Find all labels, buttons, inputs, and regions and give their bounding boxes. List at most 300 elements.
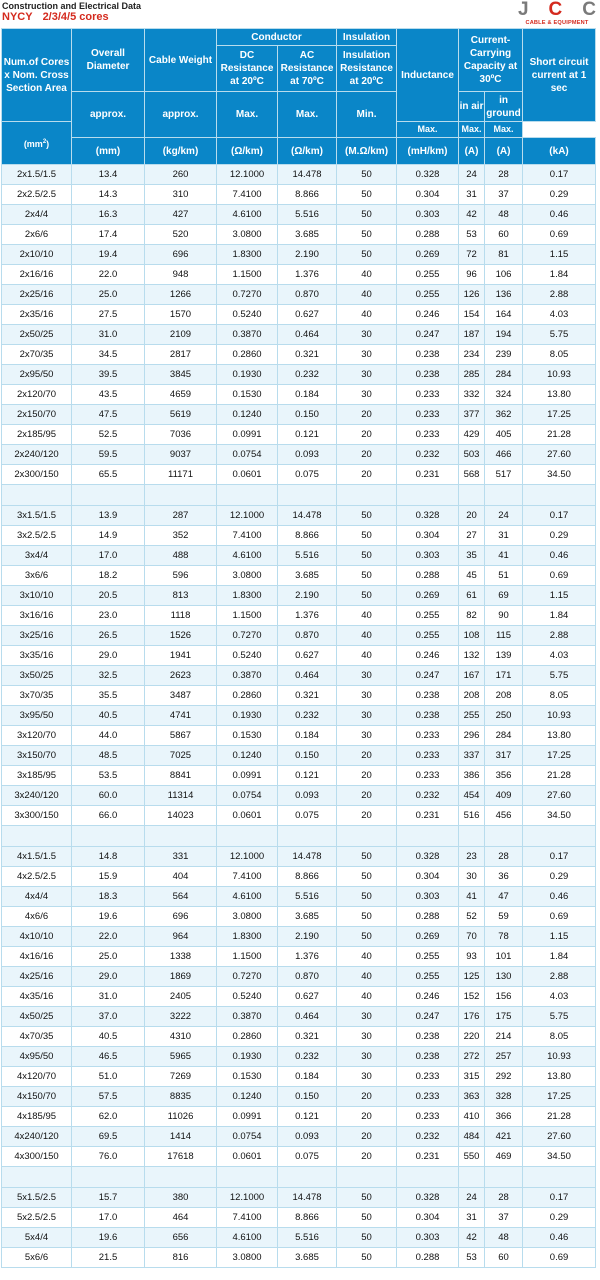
document-title: Construction and Electrical Data xyxy=(2,1,142,11)
cell-weight: 7036 xyxy=(145,425,217,445)
cell-diameter: 52.5 xyxy=(72,425,145,445)
cell-dc-resistance: 0.3870 xyxy=(217,1007,278,1027)
cell-inductance: 0.231 xyxy=(397,806,459,826)
cell-insulation-resistance: 20 xyxy=(337,425,397,445)
cell-current-ground: 41 xyxy=(485,546,523,566)
table-row xyxy=(2,1047,596,1067)
cell-inductance: 0.233 xyxy=(397,425,459,445)
cell-inductance: 0.233 xyxy=(397,1107,459,1127)
cell-inductance: 0.238 xyxy=(397,365,459,385)
cell-insulation-resistance: 50 xyxy=(337,245,397,265)
cell-ac-resistance: 0.121 xyxy=(278,425,337,445)
cell-short-circuit: 34.50 xyxy=(523,1147,596,1167)
cell-section: 2x16/16 xyxy=(2,265,72,285)
cell-current-ground: 466 xyxy=(485,445,523,465)
cell-short-circuit: 13.80 xyxy=(523,1067,596,1087)
cell-ac-resistance: 0.075 xyxy=(278,806,337,826)
cell-current-ground: 37 xyxy=(485,185,523,205)
cell-insulation-resistance: 40 xyxy=(337,606,397,626)
cell-weight: 656 xyxy=(145,1228,217,1248)
cell-diameter: 25.0 xyxy=(72,947,145,967)
group-separator xyxy=(2,1167,596,1188)
cell-short-circuit: 27.60 xyxy=(523,445,596,465)
cell-short-circuit: 8.05 xyxy=(523,686,596,706)
cell-dc-resistance: 1.1500 xyxy=(217,606,278,626)
separator-cell xyxy=(397,485,459,506)
cell-diameter: 26.5 xyxy=(72,626,145,646)
page-header xyxy=(0,0,600,28)
table-row xyxy=(2,445,596,465)
table-row xyxy=(2,506,596,526)
cell-diameter: 17.0 xyxy=(72,546,145,566)
cell-dc-resistance: 3.0800 xyxy=(217,566,278,586)
cell-insulation-resistance: 50 xyxy=(337,1248,397,1268)
cell-current-air: 220 xyxy=(459,1027,485,1047)
cell-short-circuit: 1.84 xyxy=(523,606,596,626)
cell-inductance: 0.288 xyxy=(397,1248,459,1268)
table-row xyxy=(2,1228,596,1248)
table-row xyxy=(2,465,596,485)
cell-short-circuit: 4.03 xyxy=(523,987,596,1007)
cell-insulation-resistance: 50 xyxy=(337,185,397,205)
cell-diameter: 62.0 xyxy=(72,1107,145,1127)
cell-ac-resistance: 0.232 xyxy=(278,365,337,385)
cell-section: 5x6/6 xyxy=(2,1248,72,1268)
cell-section: 4x50/25 xyxy=(2,1007,72,1027)
cell-inductance: 0.233 xyxy=(397,385,459,405)
cell-diameter: 65.5 xyxy=(72,465,145,485)
cell-short-circuit: 5.75 xyxy=(523,666,596,686)
cell-dc-resistance: 4.6100 xyxy=(217,1228,278,1248)
unit-dc: (Ω/km) xyxy=(217,138,278,165)
cell-insulation-resistance: 50 xyxy=(337,1228,397,1248)
cell-dc-resistance: 1.8300 xyxy=(217,927,278,947)
cell-current-air: 429 xyxy=(459,425,485,445)
cell-short-circuit: 17.25 xyxy=(523,405,596,425)
table-row xyxy=(2,1007,596,1027)
cell-current-air: 337 xyxy=(459,746,485,766)
cell-weight: 596 xyxy=(145,566,217,586)
cell-insulation-resistance: 50 xyxy=(337,1188,397,1208)
cell-insulation-resistance: 20 xyxy=(337,445,397,465)
table-row xyxy=(2,646,596,666)
separator-cell xyxy=(2,826,72,847)
cell-section: 4x150/70 xyxy=(2,1087,72,1107)
unit-short: (kA) xyxy=(523,138,596,165)
cell-inductance: 0.233 xyxy=(397,1067,459,1087)
cell-insulation-resistance: 50 xyxy=(337,205,397,225)
cell-current-air: 42 xyxy=(459,205,485,225)
cell-section: 2x1.5/1.5 xyxy=(2,165,72,185)
cell-current-ground: 47 xyxy=(485,887,523,907)
cell-inductance: 0.269 xyxy=(397,927,459,947)
cell-dc-resistance: 4.6100 xyxy=(217,887,278,907)
table-row xyxy=(2,847,596,867)
cell-ac-resistance: 8.866 xyxy=(278,1208,337,1228)
table-row xyxy=(2,425,596,445)
separator-cell xyxy=(72,485,145,506)
cell-section: 4x4/4 xyxy=(2,887,72,907)
cell-ac-resistance: 3.685 xyxy=(278,225,337,245)
cell-dc-resistance: 12.1000 xyxy=(217,506,278,526)
cell-insulation-resistance: 50 xyxy=(337,927,397,947)
cell-diameter: 17.4 xyxy=(72,225,145,245)
cell-ac-resistance: 0.321 xyxy=(278,686,337,706)
logo-letter: C xyxy=(548,0,563,20)
cell-diameter: 22.0 xyxy=(72,927,145,947)
cell-weight: 260 xyxy=(145,165,217,185)
cell-weight: 816 xyxy=(145,1248,217,1268)
cell-current-ground: 24 xyxy=(485,506,523,526)
cell-current-ground: 194 xyxy=(485,325,523,345)
cell-current-air: 187 xyxy=(459,325,485,345)
col-header-section: Num.of Cores x Nom. Cross Section Area xyxy=(2,29,72,122)
cell-weight: 404 xyxy=(145,867,217,887)
cell-weight: 2109 xyxy=(145,325,217,345)
cell-diameter: 35.5 xyxy=(72,686,145,706)
cell-dc-resistance: 0.2860 xyxy=(217,345,278,365)
cell-current-air: 27 xyxy=(459,526,485,546)
cell-inductance: 0.255 xyxy=(397,947,459,967)
cell-inductance: 0.304 xyxy=(397,867,459,887)
cell-section: 2x95/50 xyxy=(2,365,72,385)
cell-diameter: 59.5 xyxy=(72,445,145,465)
cell-current-ground: 356 xyxy=(485,766,523,786)
separator-cell xyxy=(217,485,278,506)
cell-section: 2x70/35 xyxy=(2,345,72,365)
cell-dc-resistance: 0.1530 xyxy=(217,385,278,405)
cell-section: 2x10/10 xyxy=(2,245,72,265)
cell-inductance: 0.255 xyxy=(397,606,459,626)
cell-ac-resistance: 14.478 xyxy=(278,1188,337,1208)
table-row xyxy=(2,1127,596,1147)
cable-data-table xyxy=(1,28,596,1268)
cell-insulation-resistance: 40 xyxy=(337,305,397,325)
cell-current-air: 152 xyxy=(459,987,485,1007)
table-row xyxy=(2,1188,596,1208)
cell-current-ground: 101 xyxy=(485,947,523,967)
cell-current-air: 332 xyxy=(459,385,485,405)
cell-current-ground: 421 xyxy=(485,1127,523,1147)
cell-short-circuit: 27.60 xyxy=(523,1127,596,1147)
cell-dc-resistance: 4.6100 xyxy=(217,205,278,225)
table-row xyxy=(2,907,596,927)
cell-insulation-resistance: 50 xyxy=(337,1208,397,1228)
unit-ground: (A) xyxy=(485,138,523,165)
cell-current-air: 31 xyxy=(459,1208,485,1228)
cell-inductance: 0.238 xyxy=(397,345,459,365)
cell-short-circuit: 17.25 xyxy=(523,746,596,766)
cell-current-air: 24 xyxy=(459,165,485,185)
table-row xyxy=(2,245,596,265)
cell-weight: 8835 xyxy=(145,1087,217,1107)
separator-cell xyxy=(145,826,217,847)
cell-ac-resistance: 8.866 xyxy=(278,867,337,887)
cell-current-air: 410 xyxy=(459,1107,485,1127)
table-row xyxy=(2,325,596,345)
cell-insulation-resistance: 30 xyxy=(337,345,397,365)
cell-insulation-resistance: 40 xyxy=(337,646,397,666)
cell-inductance: 0.328 xyxy=(397,506,459,526)
cell-section: 4x70/35 xyxy=(2,1027,72,1047)
separator-cell xyxy=(337,1167,397,1188)
cell-insulation-resistance: 30 xyxy=(337,1007,397,1027)
cell-insulation-resistance: 20 xyxy=(337,1107,397,1127)
cell-short-circuit: 34.50 xyxy=(523,806,596,826)
cell-ac-resistance: 2.190 xyxy=(278,245,337,265)
table-row xyxy=(2,947,596,967)
separator-cell xyxy=(278,826,337,847)
cell-section: 3x95/50 xyxy=(2,706,72,726)
cell-short-circuit: 17.25 xyxy=(523,1087,596,1107)
cell-section: 3x185/95 xyxy=(2,766,72,786)
cell-diameter: 31.0 xyxy=(72,325,145,345)
cell-inductance: 0.303 xyxy=(397,546,459,566)
cell-diameter: 46.5 xyxy=(72,1047,145,1067)
table-row xyxy=(2,1107,596,1127)
col-header-insres: Insulation Resistance at 20ºC xyxy=(337,46,397,92)
cell-dc-resistance: 0.0991 xyxy=(217,766,278,786)
cell-diameter: 48.5 xyxy=(72,746,145,766)
separator-cell xyxy=(459,1167,485,1188)
cell-inductance: 0.328 xyxy=(397,165,459,185)
separator-cell xyxy=(145,1167,217,1188)
cell-current-air: 176 xyxy=(459,1007,485,1027)
cell-diameter: 31.0 xyxy=(72,987,145,1007)
cell-weight: 696 xyxy=(145,907,217,927)
cell-weight: 1941 xyxy=(145,646,217,666)
cell-current-ground: 51 xyxy=(485,566,523,586)
cell-short-circuit: 21.28 xyxy=(523,425,596,445)
cell-short-circuit: 2.88 xyxy=(523,626,596,646)
cell-short-circuit: 1.15 xyxy=(523,245,596,265)
separator-cell xyxy=(217,1167,278,1188)
cell-short-circuit: 2.88 xyxy=(523,285,596,305)
cell-diameter: 14.8 xyxy=(72,847,145,867)
cell-insulation-resistance: 50 xyxy=(337,907,397,927)
cell-dc-resistance: 0.0754 xyxy=(217,1127,278,1147)
cell-weight: 7025 xyxy=(145,746,217,766)
cell-diameter: 13.4 xyxy=(72,165,145,185)
cell-current-ground: 171 xyxy=(485,666,523,686)
cell-dc-resistance: 0.0991 xyxy=(217,1107,278,1127)
cell-current-ground: 60 xyxy=(485,1248,523,1268)
cell-insulation-resistance: 50 xyxy=(337,887,397,907)
cell-dc-resistance: 12.1000 xyxy=(217,1188,278,1208)
cell-current-air: 93 xyxy=(459,947,485,967)
cell-diameter: 14.9 xyxy=(72,526,145,546)
cell-weight: 1266 xyxy=(145,285,217,305)
cell-diameter: 23.0 xyxy=(72,606,145,626)
cell-inductance: 0.233 xyxy=(397,1087,459,1107)
cell-insulation-resistance: 30 xyxy=(337,1027,397,1047)
cell-current-ground: 130 xyxy=(485,967,523,987)
cell-dc-resistance: 0.5240 xyxy=(217,646,278,666)
cell-diameter: 66.0 xyxy=(72,806,145,826)
cell-section: 2x35/16 xyxy=(2,305,72,325)
cell-current-ground: 366 xyxy=(485,1107,523,1127)
cell-short-circuit: 34.50 xyxy=(523,465,596,485)
unit-ac: (Ω/km) xyxy=(278,138,337,165)
cell-ac-resistance: 0.184 xyxy=(278,726,337,746)
cell-weight: 520 xyxy=(145,225,217,245)
cell-current-air: 550 xyxy=(459,1147,485,1167)
cell-ac-resistance: 0.093 xyxy=(278,786,337,806)
cell-inductance: 0.328 xyxy=(397,847,459,867)
table-row xyxy=(2,746,596,766)
cell-weight: 427 xyxy=(145,205,217,225)
cell-short-circuit: 10.93 xyxy=(523,1047,596,1067)
cell-insulation-resistance: 30 xyxy=(337,686,397,706)
cell-section: 2x50/25 xyxy=(2,325,72,345)
cell-dc-resistance: 0.3870 xyxy=(217,666,278,686)
cell-current-air: 272 xyxy=(459,1047,485,1067)
cell-inductance: 0.233 xyxy=(397,746,459,766)
cell-insulation-resistance: 30 xyxy=(337,666,397,686)
cell-diameter: 29.0 xyxy=(72,646,145,666)
cell-weight: 331 xyxy=(145,847,217,867)
cell-ac-resistance: 0.321 xyxy=(278,345,337,365)
table-row xyxy=(2,305,596,325)
separator-cell xyxy=(217,826,278,847)
cell-inductance: 0.233 xyxy=(397,766,459,786)
cell-section: 3x240/120 xyxy=(2,786,72,806)
cell-insulation-resistance: 30 xyxy=(337,385,397,405)
cell-current-air: 108 xyxy=(459,626,485,646)
cell-diameter: 39.5 xyxy=(72,365,145,385)
cell-short-circuit: 0.69 xyxy=(523,907,596,927)
cell-dc-resistance: 0.0754 xyxy=(217,786,278,806)
table-row xyxy=(2,586,596,606)
cell-section: 2x240/120 xyxy=(2,445,72,465)
cell-short-circuit: 10.93 xyxy=(523,706,596,726)
cell-diameter: 13.9 xyxy=(72,506,145,526)
cell-current-air: 377 xyxy=(459,405,485,425)
col-header-conductor: Conductor xyxy=(217,29,337,46)
table-row xyxy=(2,526,596,546)
cell-insulation-resistance: 40 xyxy=(337,947,397,967)
qualifier-dc: Max. xyxy=(217,92,278,138)
table-row xyxy=(2,786,596,806)
cell-dc-resistance: 0.0601 xyxy=(217,465,278,485)
cell-section: 5x4/4 xyxy=(2,1228,72,1248)
cell-weight: 1414 xyxy=(145,1127,217,1147)
qualifier-weight: approx. xyxy=(145,92,217,138)
cell-current-air: 126 xyxy=(459,285,485,305)
separator-cell xyxy=(485,1167,523,1188)
cell-diameter: 29.0 xyxy=(72,967,145,987)
separator-cell xyxy=(278,1167,337,1188)
col-header-short-circuit: Short circuit current at 1 sec xyxy=(523,29,596,122)
cell-short-circuit: 1.84 xyxy=(523,265,596,285)
cell-current-air: 70 xyxy=(459,927,485,947)
cell-dc-resistance: 3.0800 xyxy=(217,225,278,245)
cell-current-air: 35 xyxy=(459,546,485,566)
cell-dc-resistance: 12.1000 xyxy=(217,165,278,185)
cell-short-circuit: 13.80 xyxy=(523,385,596,405)
cell-inductance: 0.238 xyxy=(397,1047,459,1067)
cell-diameter: 60.0 xyxy=(72,786,145,806)
cell-weight: 5619 xyxy=(145,405,217,425)
cell-dc-resistance: 0.5240 xyxy=(217,987,278,1007)
cell-inductance: 0.328 xyxy=(397,1188,459,1208)
cell-current-ground: 31 xyxy=(485,526,523,546)
cell-section: 4x1.5/1.5 xyxy=(2,847,72,867)
cell-current-ground: 37 xyxy=(485,1208,523,1228)
table-row xyxy=(2,626,596,646)
cell-inductance: 0.255 xyxy=(397,265,459,285)
cell-section: 3x4/4 xyxy=(2,546,72,566)
cell-current-ground: 517 xyxy=(485,465,523,485)
cell-insulation-resistance: 50 xyxy=(337,546,397,566)
separator-cell xyxy=(485,826,523,847)
cell-insulation-resistance: 40 xyxy=(337,967,397,987)
cell-short-circuit: 0.46 xyxy=(523,205,596,225)
qualifier-diameter: approx. xyxy=(72,92,145,138)
table-row xyxy=(2,867,596,887)
cell-diameter: 25.0 xyxy=(72,285,145,305)
cell-current-air: 167 xyxy=(459,666,485,686)
cell-current-air: 41 xyxy=(459,887,485,907)
cell-section: 3x70/35 xyxy=(2,686,72,706)
cell-section: 3x50/25 xyxy=(2,666,72,686)
cell-insulation-resistance: 20 xyxy=(337,806,397,826)
cell-short-circuit: 0.69 xyxy=(523,225,596,245)
table-row xyxy=(2,666,596,686)
cell-diameter: 40.5 xyxy=(72,1027,145,1047)
product-code: NYCY xyxy=(2,11,33,23)
cell-inductance: 0.232 xyxy=(397,1127,459,1147)
cell-weight: 8841 xyxy=(145,766,217,786)
cell-section: 3x120/70 xyxy=(2,726,72,746)
cell-current-ground: 175 xyxy=(485,1007,523,1027)
table-row xyxy=(2,1067,596,1087)
col-header-insulation: Insulation xyxy=(337,29,397,46)
cell-diameter: 14.3 xyxy=(72,185,145,205)
cell-inductance: 0.303 xyxy=(397,205,459,225)
table-row xyxy=(2,385,596,405)
cell-current-air: 484 xyxy=(459,1127,485,1147)
cell-weight: 11314 xyxy=(145,786,217,806)
cell-weight: 464 xyxy=(145,1208,217,1228)
separator-cell xyxy=(397,1167,459,1188)
cell-diameter: 18.2 xyxy=(72,566,145,586)
cell-short-circuit: 1.15 xyxy=(523,927,596,947)
cell-dc-resistance: 0.1240 xyxy=(217,405,278,425)
cell-insulation-resistance: 50 xyxy=(337,506,397,526)
cell-inductance: 0.246 xyxy=(397,305,459,325)
cell-diameter: 19.6 xyxy=(72,907,145,927)
cell-ac-resistance: 0.464 xyxy=(278,1007,337,1027)
cell-weight: 4310 xyxy=(145,1027,217,1047)
cell-short-circuit: 8.05 xyxy=(523,1027,596,1047)
cell-current-ground: 28 xyxy=(485,165,523,185)
cell-current-air: 31 xyxy=(459,185,485,205)
cell-inductance: 0.238 xyxy=(397,706,459,726)
col-header-weight: Cable Weight xyxy=(145,29,217,92)
table-row xyxy=(2,1087,596,1107)
cell-inductance: 0.288 xyxy=(397,907,459,927)
cell-ac-resistance: 1.376 xyxy=(278,947,337,967)
cell-dc-resistance: 0.0754 xyxy=(217,445,278,465)
qualifier-short: Max. xyxy=(485,122,523,138)
cell-diameter: 47.5 xyxy=(72,405,145,425)
cell-insulation-resistance: 20 xyxy=(337,405,397,425)
cell-section: 4x25/16 xyxy=(2,967,72,987)
cell-ac-resistance: 0.150 xyxy=(278,405,337,425)
separator-cell xyxy=(2,1167,72,1188)
cell-dc-resistance: 7.4100 xyxy=(217,867,278,887)
